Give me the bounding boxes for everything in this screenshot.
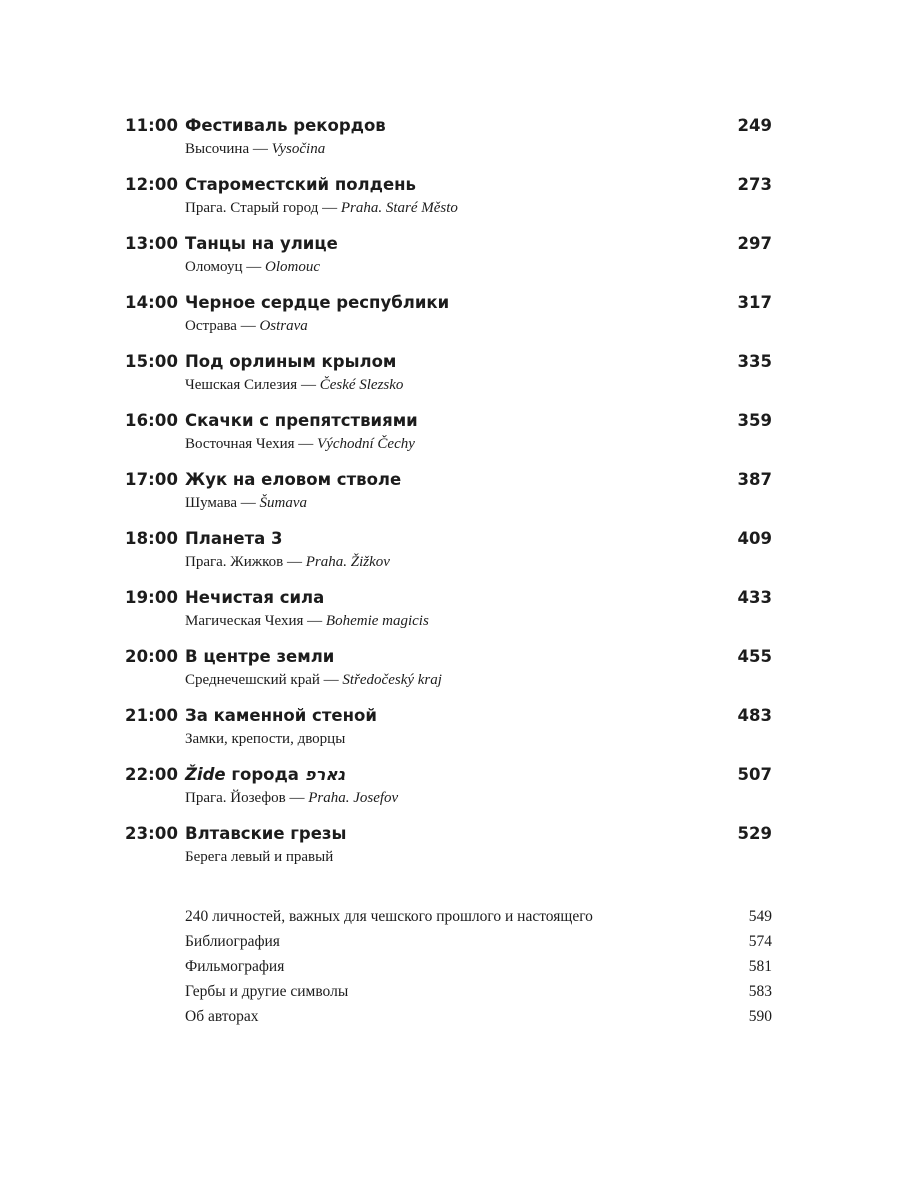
chapter-page-number: 507 xyxy=(737,765,772,784)
appendix-entry xyxy=(0,1008,900,1033)
chapter-title: Под орлиным крылом xyxy=(185,352,397,371)
toc-entry xyxy=(0,588,900,642)
toc-entry xyxy=(0,824,900,878)
chapter-time: 13:00 xyxy=(125,234,179,253)
chapter-subtitle xyxy=(185,554,390,571)
appendix-entry xyxy=(0,908,900,933)
subtitle-czech: Praha. Staré Město xyxy=(340,200,458,216)
appendix-page-number: 581 xyxy=(748,958,772,975)
subtitle-separator: — xyxy=(303,613,326,629)
chapter-title xyxy=(185,765,345,784)
subtitle-czech: Ostrava xyxy=(259,318,308,334)
chapter-page-number: 483 xyxy=(737,706,772,725)
chapter-page-number: 455 xyxy=(737,647,772,666)
appendix-title: 240 личностей, важных для чешского прошлого и настоящего xyxy=(185,908,593,925)
chapter-time: 21:00 xyxy=(125,706,179,725)
subtitle-russian: Острава xyxy=(185,318,237,334)
chapter-time: 15:00 xyxy=(125,352,179,371)
title-italic-part: Žide xyxy=(185,765,226,784)
subtitle-russian: Магическая Чехия xyxy=(185,613,304,629)
subtitle-russian: Шумава xyxy=(185,495,238,511)
title-regular-part: города xyxy=(225,765,305,784)
subtitle-czech: Bohemie magicis xyxy=(325,613,429,629)
subtitle-czech: Východní Čechy xyxy=(317,436,415,452)
subtitle-russian: Оломоуц xyxy=(185,259,243,275)
subtitle-russian: Чешская Силезия xyxy=(185,377,298,393)
toc-entry xyxy=(0,647,900,701)
chapter-title: Нечистая сила xyxy=(185,588,325,607)
chapter-subtitle xyxy=(185,318,308,335)
toc-entry xyxy=(0,411,900,465)
chapter-time: 11:00 xyxy=(125,116,179,135)
chapter-title: За каменной стеной xyxy=(185,706,377,725)
subtitle-separator: — xyxy=(297,377,320,393)
chapter-time: 19:00 xyxy=(125,588,179,607)
subtitle-czech: České Slezsko xyxy=(319,377,404,393)
appendix-title: Об авторах xyxy=(185,1008,259,1025)
chapter-page-number: 297 xyxy=(737,234,772,253)
appendix-page-number: 574 xyxy=(748,933,772,950)
toc-entry xyxy=(0,116,900,170)
subtitle-russian: Берега левый и правый xyxy=(185,849,334,865)
subtitle-russian: Среднечешский край xyxy=(185,672,320,688)
chapter-subtitle xyxy=(185,672,442,689)
toc-entry xyxy=(0,352,900,406)
title-hebrew-part: גארפ xyxy=(304,765,345,784)
chapter-time: 14:00 xyxy=(125,293,179,312)
subtitle-separator: — xyxy=(285,790,309,806)
subtitle-separator: — xyxy=(249,141,272,157)
subtitle-separator: — xyxy=(318,200,341,216)
appendix-title: Фильмография xyxy=(185,958,285,975)
subtitle-czech: Šumava xyxy=(259,495,308,511)
chapter-time: 16:00 xyxy=(125,411,179,430)
chapter-time: 18:00 xyxy=(125,529,179,548)
subtitle-russian: Прага. Йозефов xyxy=(185,790,286,806)
subtitle-separator: — xyxy=(283,554,306,570)
chapter-subtitle xyxy=(185,259,320,276)
chapter-title: Черное сердце республики xyxy=(185,293,450,312)
chapter-page-number: 387 xyxy=(737,470,772,489)
toc-entry xyxy=(0,293,900,347)
chapter-subtitle xyxy=(185,849,333,866)
chapter-title: Скачки с препятствиями xyxy=(185,411,418,430)
subtitle-russian: Высочина xyxy=(185,141,250,157)
subtitle-separator: — xyxy=(319,672,343,688)
toc-entry xyxy=(0,765,900,819)
chapter-subtitle xyxy=(185,495,307,512)
chapter-page-number: 317 xyxy=(737,293,772,312)
chapter-subtitle xyxy=(185,613,429,630)
chapter-time: 20:00 xyxy=(125,647,179,666)
toc-entry xyxy=(0,529,900,583)
toc-entry xyxy=(0,706,900,760)
appendix-page-number: 549 xyxy=(748,908,772,925)
subtitle-czech: Středočeský kraj xyxy=(342,672,442,688)
subtitle-czech: Praha. Žižkov xyxy=(305,554,390,570)
chapter-title: Танцы на улице xyxy=(185,234,338,253)
chapter-title: В центре земли xyxy=(185,647,335,666)
chapter-time: 12:00 xyxy=(125,175,179,194)
subtitle-czech: Vysočina xyxy=(271,141,326,157)
subtitle-separator: — xyxy=(242,259,265,275)
subtitle-czech: Praha. Josefov xyxy=(308,790,399,806)
chapter-page-number: 273 xyxy=(737,175,772,194)
chapter-page-number: 249 xyxy=(737,116,772,135)
toc-entry xyxy=(0,175,900,229)
appendix-page-number: 590 xyxy=(748,1008,772,1025)
subtitle-russian: Восточная Чехия xyxy=(185,436,295,452)
subtitle-separator: — xyxy=(236,318,260,334)
chapter-page-number: 433 xyxy=(737,588,772,607)
chapter-time: 17:00 xyxy=(125,470,179,489)
subtitle-separator: — xyxy=(237,495,260,511)
appendix-title: Гербы и другие символы xyxy=(185,983,349,1000)
chapter-time: 22:00 xyxy=(125,765,179,784)
subtitle-russian: Замки, крепости, дворцы xyxy=(185,731,346,747)
toc-entry xyxy=(0,470,900,524)
chapter-title: Планета 3 xyxy=(185,529,283,548)
chapter-title: Староместский полдень xyxy=(185,175,416,194)
chapter-page-number: 409 xyxy=(737,529,772,548)
chapter-subtitle xyxy=(185,377,403,394)
chapter-title: Жук на еловом стволе xyxy=(185,470,402,489)
chapter-page-number: 359 xyxy=(737,411,772,430)
toc-entry xyxy=(0,234,900,288)
chapter-title: Влтавские грезы xyxy=(185,824,347,843)
chapter-page-number: 335 xyxy=(737,352,772,371)
appendix-entry xyxy=(0,983,900,1008)
chapter-page-number: 529 xyxy=(737,824,772,843)
chapter-subtitle xyxy=(185,141,325,158)
chapter-subtitle xyxy=(185,436,415,453)
subtitle-czech: Olomouc xyxy=(264,259,320,275)
chapter-subtitle xyxy=(185,790,398,807)
subtitle-russian: Прага. Жижков xyxy=(185,554,284,570)
subtitle-russian: Прага. Старый город xyxy=(185,200,319,216)
subtitle-separator: — xyxy=(294,436,318,452)
appendix-title: Библиография xyxy=(185,933,280,950)
chapter-title: Фестиваль рекордов xyxy=(185,116,386,135)
chapter-subtitle xyxy=(185,200,458,217)
appendix-entry xyxy=(0,958,900,983)
appendix-page-number: 583 xyxy=(748,983,772,1000)
chapter-subtitle xyxy=(185,731,345,748)
chapter-time: 23:00 xyxy=(125,824,179,843)
appendix-entry xyxy=(0,933,900,958)
